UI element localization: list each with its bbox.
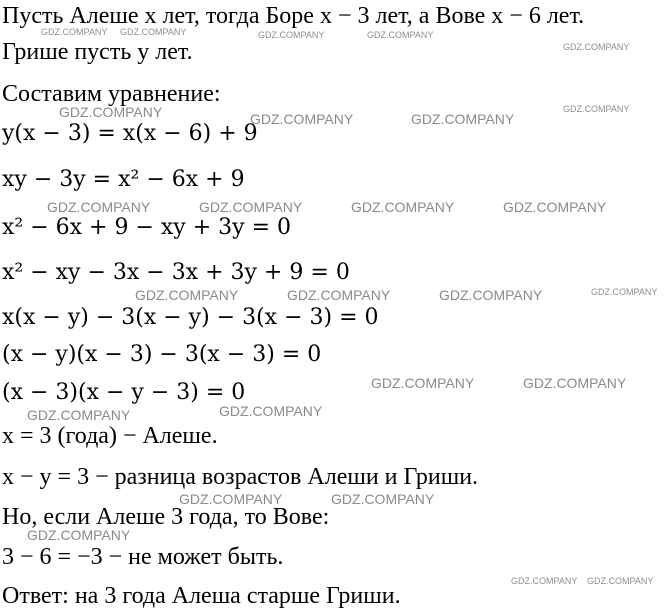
conclusion-line-3: Но, если Алеше 3 года, то Вове: [2,504,330,530]
conclusion-line-2: x − y = 3 − разница возрастов Алеши и Гриши. [2,464,479,490]
watermark: GDZ.COMPANY [179,491,283,507]
watermark: GDZ.COMPANY [47,199,151,215]
watermark: GDZ.COMPANY [563,104,630,114]
watermark: GDZ.COMPANY [120,27,187,37]
watermark: GDZ.COMPANY [523,375,627,391]
watermark: GDZ.COMPANY [199,199,303,215]
solution-line-2: Грише пусть y лет. [2,39,193,65]
answer-line: Ответ: на 3 года Алеша старше Гриши. [2,583,401,609]
watermark: GDZ.COMPANY [331,491,435,507]
watermark: GDZ.COMPANY [411,111,515,127]
watermark: GDZ.COMPANY [59,104,163,120]
equation-line-1: y(x − 3) = x(x − 6) + 9 [2,121,258,146]
watermark: GDZ.COMPANY [351,199,455,215]
watermark: GDZ.COMPANY [219,403,323,419]
watermark: GDZ.COMPANY [41,27,108,37]
equation-line-4: x² − xy − 3x − 3x + 3y + 9 = 0 [2,260,350,285]
watermark: GDZ.COMPANY [587,576,654,586]
watermark: GDZ.COMPANY [258,30,325,40]
watermark: GDZ.COMPANY [439,287,543,303]
conclusion-line-4: 3 − 6 = −3 − не может быть. [2,544,284,570]
conclusion-line-1: x = 3 (года) − Алеше. [2,423,218,449]
watermark: GDZ.COMPANY [135,287,239,303]
solution-line-1: Пусть Алеше x лет, тогда Боре x − 3 лет, а Вове x − 6 лет. [2,3,585,29]
watermark: GDZ.COMPANY [503,199,607,215]
equation-line-7: (x − 3)(x − y − 3) = 0 [2,380,246,405]
watermark: GDZ.COMPANY [511,576,578,586]
watermark: GDZ.COMPANY [367,30,434,40]
watermark: GDZ.COMPANY [591,287,658,297]
watermark: GDZ.COMPANY [371,375,475,391]
equation-line-2: xy − 3y = x² − 6x + 9 [2,167,245,192]
watermark: GDZ.COMPANY [287,287,391,303]
equation-line-3: x² − 6x + 9 − xy + 3y = 0 [2,215,291,240]
watermark: GDZ.COMPANY [250,111,354,127]
equation-line-5: x(x − y) − 3(x − y) − 3(x − 3) = 0 [2,305,379,330]
watermark: GDZ.COMPANY [563,42,630,52]
equation-line-6: (x − y)(x − 3) − 3(x − 3) = 0 [2,342,322,367]
watermark: GDZ.COMPANY [27,527,131,543]
solution-line-3: Составим уравнение: [2,81,221,107]
watermark: GDZ.COMPANY [27,407,131,423]
